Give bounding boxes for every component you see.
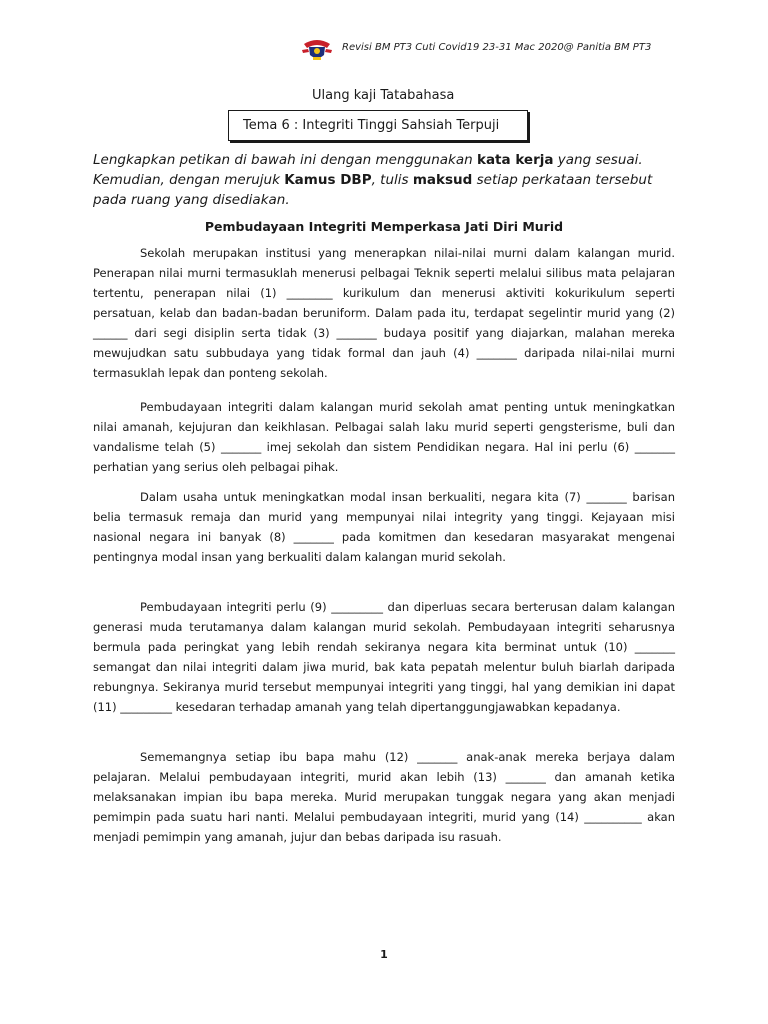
- paragraph-3: Dalam usaha untuk meningkatkan modal insan berkualiti, negara kita (7) _______ barisan belia termasuk remaja dan murid yang mempunyai nilai integrity yang tinggi. Kejayaan misi nasional negara ini banyak (8) _______ pada komitmen dan kesedaran masyarakat mengenai pentingnya modal insan yang berkualiti dalam kalangan murid sekolah.: [93, 490, 675, 564]
- theme-box: [228, 110, 528, 141]
- instruction-bold: Kamus DBP: [284, 172, 372, 188]
- instruction-bold: maksud: [412, 172, 473, 188]
- page-number: 1: [380, 948, 388, 961]
- theme-title: Tema 6 : Integriti Tinggi Sahsiah Terpuji: [243, 118, 500, 133]
- instruction-part: , tulis: [371, 172, 413, 188]
- header-text: Revisi BM PT3 Cuti Covid19 23-31 Mac 2020@ Panitia BM PT3: [342, 42, 652, 53]
- instruction-text: [93, 150, 683, 210]
- article-title: Pembudayaan Integriti Memperkasa Jati Diri Murid: [204, 219, 564, 234]
- paragraph-5: Sememangnya setiap ibu bapa mahu (12) _______ anak-anak mereka berjaya dalam pelajaran. Melalui pembudayaan integriti, murid akan lebih (13) _______ dan amanah ketika melaksanakan impian ibu bapa mereka. Murid merupakan tunggak negara yang akan menjadi pemimpin pada suatu hari nanti. Melalui pembudayaan integriti, murid yang (14) __________ akan menjadi pemimpin yang amanah, jujur dan bebas daripada isu rasuah.: [93, 750, 675, 844]
- instruction-bold: kata kerja: [476, 152, 554, 168]
- instruction-part: yang sesuai. Kemudian, dengan merujuk: [93, 152, 643, 188]
- school-crest-icon: [300, 38, 334, 62]
- paragraph-2: Pembudayaan integriti dalam kalangan murid sekolah amat penting untuk meningkatkan nilai amanah, kejujuran dan keikhlasan. Pelbagai salah laku murid seperti gengsterisme, buli dan vandalisme telah (5) _______ imej sekolah dan sistem Pendidikan negara. Hal ini perlu (6) _______ perhatian yang serius oleh pelbagai pihak.: [93, 400, 675, 474]
- paragraph-1: Sekolah merupakan institusi yang menerapkan nilai-nilai murni dalam kalangan murid. Penerapan nilai murni termasuklah menerusi pelbagai Teknik seperti melalui silibus mata pelajaran tertentu, penerapan nilai (1) ________ kurikulum dan menerusi aktiviti kokurikulum seperti persatuan, kelab dan badan-badan beruniform. Dalam pada itu, terdapat segelintir murid yang (2) ______ dari segi disiplin serta tidak (3) _______ budaya positif yang diajarkan, malahan mereka mewujudkan satu subbudaya yang tidak formal dan jauh (4) _______ daripada nilai-nilai murni termasuklah lepak dan ponteng sekolah.: [93, 246, 675, 380]
- instruction-part: setiap perkataan tersebut pada ruang yang disediakan.: [93, 172, 653, 208]
- page-header: [300, 38, 720, 62]
- subtitle: Ulang kaji Tatabahasa: [312, 88, 455, 103]
- instruction-part: Lengkapkan petikan di bawah ini dengan menggunakan: [93, 152, 477, 168]
- paragraph-4: Pembudayaan integriti perlu (9) _________ dan diperluas secara berterusan dalam kalangan generasi muda terutamanya dalam kalangan murid sekolah. Pembudayaan integriti seharusnya bermula pada peringkat yang lebih rendah sekiranya negara kita berminat untuk (10) _______ semangat dan nilai integriti dalam jiwa murid, bak kata pepatah melentur buluh biarlah daripada rebungnya. Sekiranya murid tersebut mempunyai integriti yang tinggi, hal yang demikian ini dapat (11) _________ kesedaran terhadap amanah yang telah dipertanggungjawabkan kepadanya.: [93, 600, 675, 714]
